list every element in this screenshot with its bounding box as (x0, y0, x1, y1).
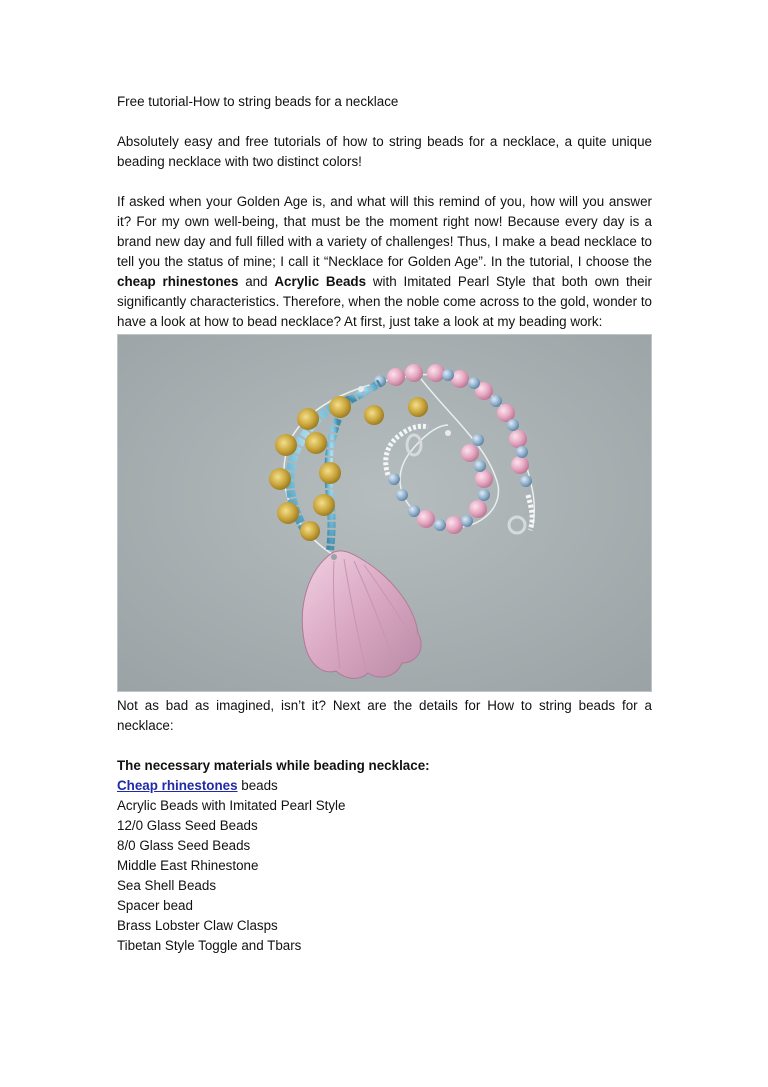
list-item-text: beads (237, 778, 278, 793)
document-page (117, 92, 652, 956)
after-image-paragraph: Not as bad as imagined, isn’t it? Next are the details for How to string beads for a necklace: (117, 698, 652, 733)
paragraph-text: with Imitated Pearl Style that both own their significantly characteristics. Therefore, when the noble come across to the gold, wonder to have a look at how to bead necklace? At first, just take a look at my beading work: (117, 274, 652, 329)
necklace-photo (117, 334, 652, 692)
cheap-rhinestones-bold: cheap rhinestones (117, 274, 239, 289)
document-title: Free tutorial-How to string beads for a necklace (117, 94, 399, 109)
acrylic-beads-bold: Acrylic Beads (274, 274, 367, 289)
golden-age-paragraph (117, 192, 652, 332)
list-item: Brass Lobster Claw Clasps (117, 918, 278, 933)
paragraph-text: If asked when your Golden Age is, and what will this remind of you, how will you answer it? For my own well-being, that must be the moment right now! Because every day is a brand new day and full filled with a variety of challenges! Thus, I make a bead necklace to tell you the status of mine; I call it “Necklace for Golden Age”. In the tutorial, I choose the (117, 194, 652, 269)
list-item: Spacer bead (117, 898, 193, 913)
list-item (117, 776, 652, 796)
materials-list (117, 776, 652, 956)
paragraph-text: and (238, 274, 275, 289)
list-item: 12/0 Glass Seed Beads (117, 818, 258, 833)
list-item: 8/0 Glass Seed Beads (117, 838, 251, 853)
list-item: Acrylic Beads with Imitated Pearl Style (117, 798, 346, 813)
list-item: Middle East Rhinestone (117, 858, 259, 873)
list-item: Tibetan Style Toggle and Tbars (117, 938, 302, 953)
list-item: Sea Shell Beads (117, 878, 217, 893)
materials-heading: The necessary materials while beading necklace: (117, 758, 430, 773)
intro-paragraph: Absolutely easy and free tutorials of how to string beads for a necklace, a quite unique beading necklace with two distinct colors! (117, 134, 652, 169)
cheap-rhinestones-link[interactable]: Cheap rhinestones (117, 778, 238, 793)
